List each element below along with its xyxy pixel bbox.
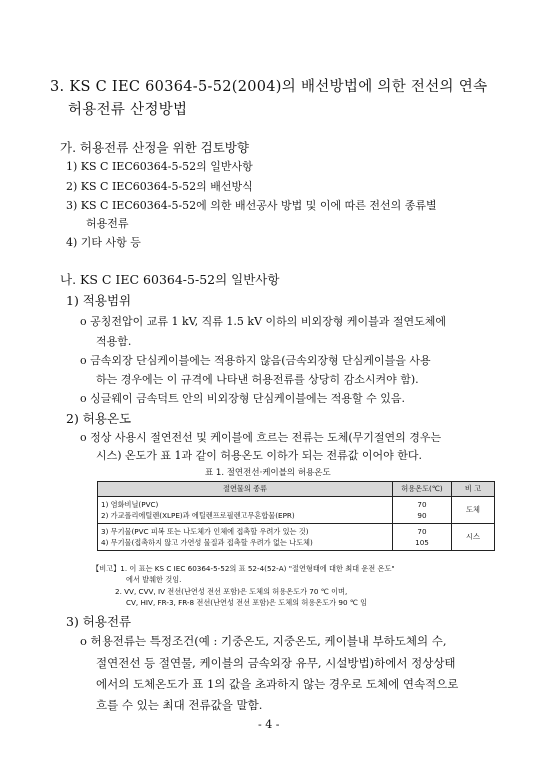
bullet-scope-1-line1: o 공칭전압이 교류 1 kV, 직류 1.5 kV 이하의 비외장형 케이블과 절연도체에 [80, 315, 447, 328]
section-ga-title: 가. 허용전류 산정을 위한 검토방향 [60, 140, 249, 155]
table-cell-type: 1) 염화비닐(PVC) [101, 500, 159, 509]
bullet-current-line4: 흐를 수 있는 최대 전류값을 말함. [96, 698, 263, 712]
list-item: 3) KS C IEC60364-5-52에 의한 배선공사 방법 및 이에 따른 전선의 종류별 [66, 199, 437, 212]
table-cell-temp: 105 [415, 538, 429, 547]
bullet-current-line1: o 허용전류는 특정조건(예 : 기중온도, 지중온도, 케이블내 부하도체의 수, [80, 634, 447, 648]
subsection-temp-title: 2) 허용온도 [66, 411, 132, 426]
table-cell-note: 시스 [452, 524, 495, 551]
page-number: - 4 - [258, 718, 280, 731]
table-cell-temp: 70 [417, 527, 427, 536]
table-header-note: 비 고 [452, 482, 495, 497]
subsection-current-title: 3) 허용전류 [66, 614, 132, 629]
section-heading-line2: 허용전류 산정방법 [68, 102, 188, 118]
table-note: CV, HIV, FR-3, FR-8 전선(난연성 전선 포함)은 도체의 허용온도가 90 ℃ 임 [126, 598, 368, 607]
list-item: 4) 기타 사항 등 [66, 236, 141, 249]
list-item: 2) KS C IEC60364-5-52의 배선방식 [66, 180, 253, 193]
table-caption: 표 1. 절연전선·케이블의 허용온도 [205, 468, 331, 478]
table-row [98, 497, 495, 524]
bullet-current-line2: 절연전선 등 절연물, 케이블의 금속외장 유무, 시설방법)하에서 정상상태 [96, 656, 456, 670]
bullet-current-line3: 에서의 도체온도가 표 1의 값을 초과하지 않는 경우로 도체에 연속적으로 [96, 677, 459, 691]
table-cell-temp: 70 [417, 500, 427, 509]
table-row [98, 524, 495, 551]
bullet-temp-line1: o 정상 사용시 절연전선 및 케이블에 흐르는 전류는 도체(무기절연의 경우는 [80, 431, 442, 444]
section-na-title: 나. KS C IEC 60364-5-52의 일반사항 [60, 272, 280, 287]
temperature-table [97, 481, 495, 551]
table-note: 2. VV, CVV, IV 전선(난연성 전선 포함)은 도체의 허용온도가 70 ℃ 이며, [115, 587, 348, 596]
bullet-scope-1-line2: 적용함. [96, 335, 132, 348]
table-note: 【비고】1. 이 표는 KS C IEC 60364-5-52의 표 52-4(52-A) "절연형태에 대한 최대 운전 온도" [92, 564, 395, 573]
table-cell-type: 3) 무기물(PVC 피복 또는 나도체가 인체에 접촉할 우려가 있는 것) [101, 527, 309, 536]
bullet-scope-3: o 싱글웨이 금속덕트 안의 비외장형 단심케이블에는 적용할 수 있음. [80, 392, 405, 405]
subsection-scope-title: 1) 적용범위 [66, 293, 132, 308]
table-cell-note: 도체 [452, 497, 495, 524]
table-header-type: 절연물의 종류 [98, 482, 393, 497]
table-cell-temp: 90 [417, 511, 427, 520]
table-note: 에서 발췌한 것임. [126, 575, 182, 584]
bullet-temp-line2: 시스) 온도가 표 1과 같이 허용온도 이하가 되는 전류값 이어야 한다. [96, 449, 423, 462]
list-item: 1) KS C IEC60364-5-52의 일반사항 [66, 160, 253, 173]
bullet-scope-2-line2: 하는 경우에는 이 규격에 나타낸 허용전류를 상당히 감소시켜야 함). [96, 373, 419, 386]
list-item: 허용전류 [86, 217, 129, 230]
table-cell-type: 2) 가교폴리에틸렌(XLPE)과 에틸렌프로필렌고무혼합물(EPR) [101, 511, 295, 520]
table-cell-type: 4) 무기물(접촉하지 않고 가연성 물질과 접촉할 우려가 없는 나도체) [101, 538, 313, 547]
section-heading-line1: 3. KS C IEC 60364-5-52(2004)의 배선방법에 의한 전선의 연속 [50, 79, 488, 95]
table-header-temp: 허용온도(℃) [393, 482, 452, 497]
bullet-scope-2-line1: o 금속외장 단심케이블에는 적용하지 않음(금속외장형 단심케이블을 사용 [80, 354, 431, 367]
